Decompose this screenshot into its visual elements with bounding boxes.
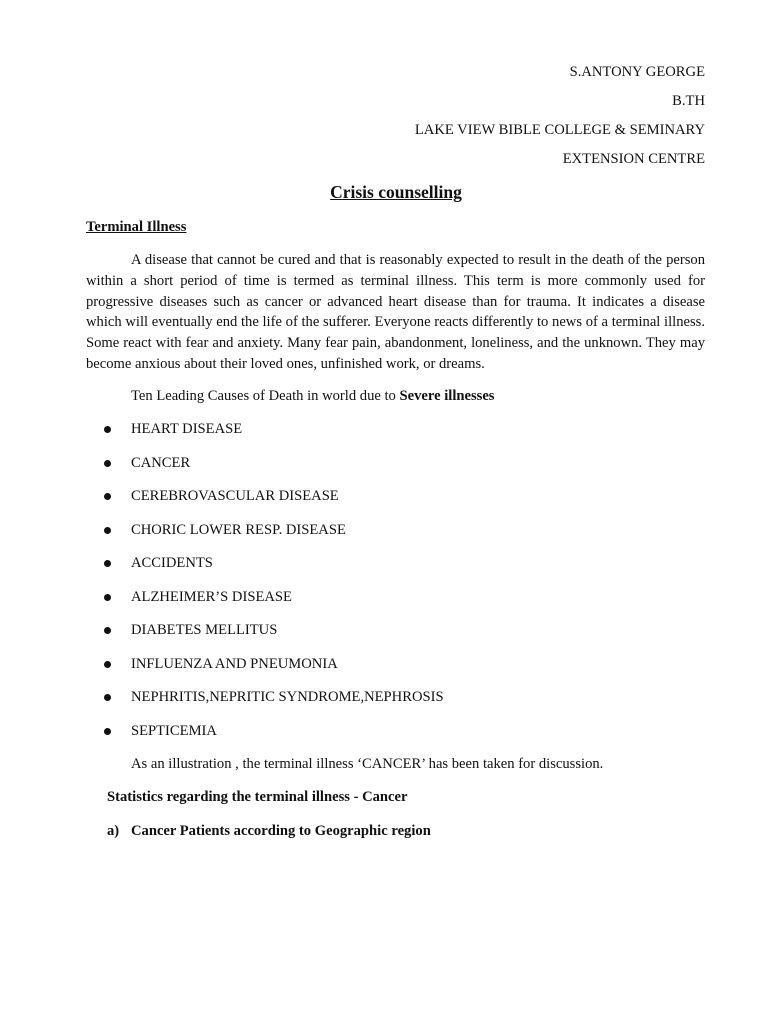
subsection-heading [107,822,431,840]
cause-label: ACCIDENTS [131,555,213,571]
illustration-note: As an illustration , the terminal illness ‘CANCER’ has been taken for discussion. [131,756,604,772]
author-degree: B.TH [672,93,705,109]
bullet-icon [104,661,111,668]
cause-label: ALZHEIMER’S DISEASE [131,589,292,605]
cause-label: INFLUENZA AND PNEUMONIA [131,656,338,672]
cause-label: NEPHRITIS,NEPRITIC SYNDROME,NEPHROSIS [131,689,444,705]
cause-label: HEART DISEASE [131,421,243,437]
subsection-marker: a) [107,823,120,839]
bullet-icon [104,694,111,701]
cause-label: CEREBROVASCULAR DISEASE [131,488,339,504]
institution-name: LAKE VIEW BIBLE COLLEGE & SEMINARY [414,122,705,138]
bullet-icon [104,527,111,534]
cause-label: CANCER [131,455,191,471]
bullet-icon [104,460,111,467]
bullet-icon [104,627,111,634]
author-name: S.ANTONY GEORGE [569,64,705,80]
cause-label: DIABETES MELLITUS [131,622,278,638]
document-title: Crisis counselling [330,182,462,202]
bullet-icon [104,426,111,433]
subsection-title: Cancer Patients according to Geographic region [131,823,431,839]
causes-intro-text: Ten Leading Causes of Death in world due to [131,388,400,404]
bullet-icon [104,560,111,567]
extension-centre: EXTENSION CENTRE [562,151,705,167]
cause-label: SEPTICEMIA [131,723,217,739]
bullet-icon [104,728,111,735]
body-paragraph: A disease that cannot be cured and that is reasonably expected to result in the death of the person within a short period of time is termed as terminal illness. This term is more commonly used for progressive diseases such as cancer or advanced heart disease than for trauma. It indicates a disease which will eventually end the life of the sufferer. Everyone reacts differently to news of a terminal illness. Some react with fear and anxiety. Many fear pain, abandonment, loneliness, and the unknown. They may become anxious about their loved ones, unfinished work, or dreams. [86,252,705,372]
causes-intro [131,387,494,405]
causes-intro-bold: Severe illnesses [399,388,495,404]
cause-label: CHORIC LOWER RESP. DISEASE [131,522,346,538]
bullet-icon [104,493,111,500]
bullet-icon [104,594,111,601]
statistics-heading: Statistics regarding the terminal illness - Cancer [107,789,408,805]
section-heading: Terminal Illness [86,219,187,235]
